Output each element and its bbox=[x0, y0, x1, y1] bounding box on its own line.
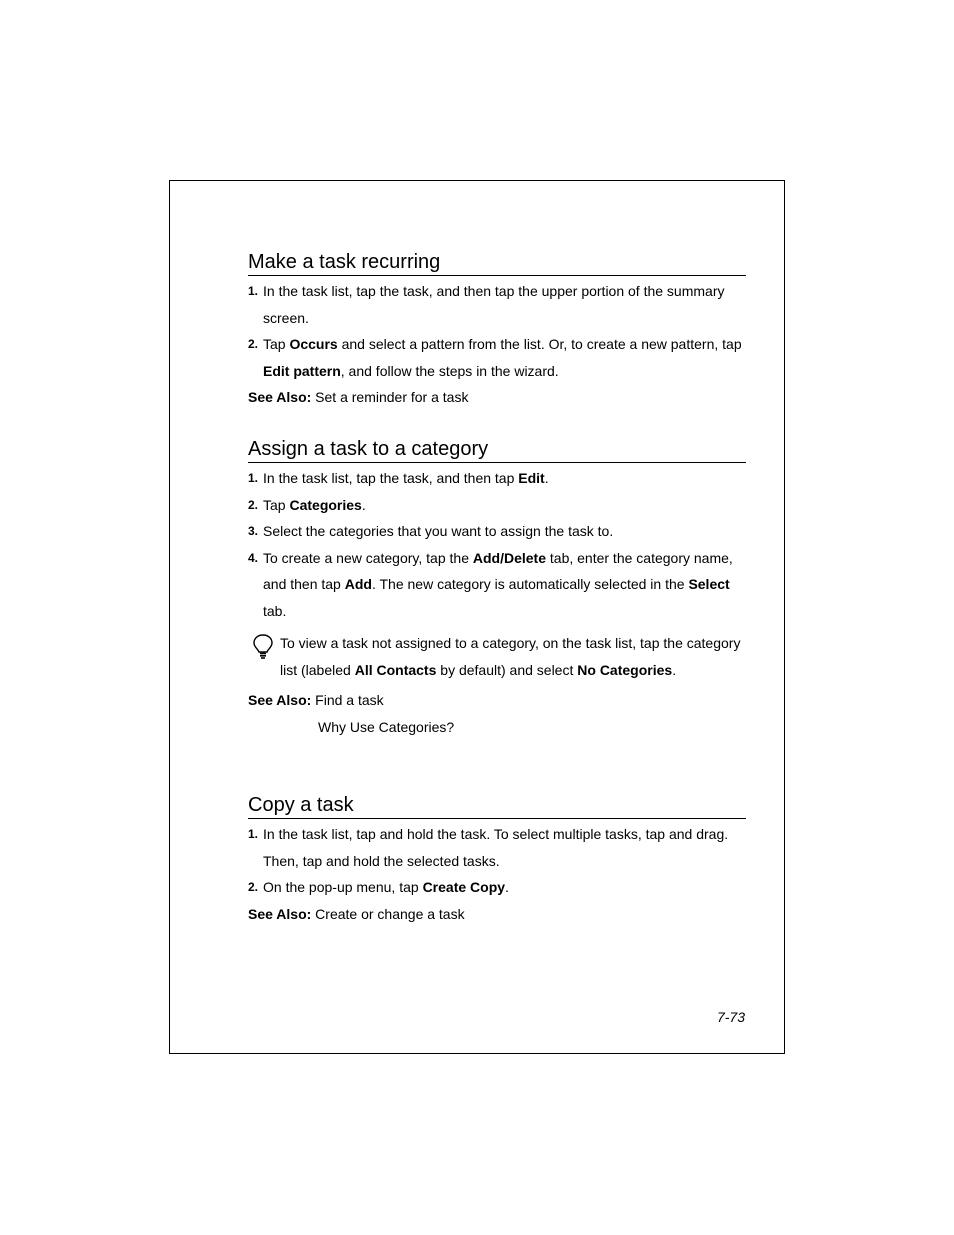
ui-term: Occurs bbox=[289, 336, 338, 352]
step-number: 2. bbox=[248, 497, 259, 512]
ui-term: No Categories bbox=[577, 661, 673, 678]
see-also-link[interactable]: Create or change a task bbox=[315, 905, 465, 922]
step-item bbox=[248, 278, 746, 331]
step-text: tab. bbox=[263, 602, 287, 619]
step-number: 2. bbox=[248, 337, 259, 351]
see-also-link[interactable]: Set a reminder for a task bbox=[315, 389, 469, 405]
step-number: 1. bbox=[248, 284, 259, 298]
step-item bbox=[248, 821, 746, 874]
step-number: 3. bbox=[248, 524, 259, 538]
step-text: On the pop-up menu, tap bbox=[263, 879, 423, 895]
step-text: Tap bbox=[263, 496, 290, 513]
step-text: Tap bbox=[263, 336, 290, 352]
see-also bbox=[248, 714, 746, 741]
ui-term: Add/Delete bbox=[472, 549, 546, 566]
step-text: . bbox=[505, 879, 509, 895]
ui-term: Edit pattern bbox=[263, 362, 341, 379]
step-number: 1. bbox=[248, 471, 259, 485]
section-title: Make a task recurring bbox=[248, 250, 746, 276]
section-assign-category bbox=[248, 437, 746, 740]
section-copy-task bbox=[248, 793, 746, 927]
see-also bbox=[248, 687, 746, 714]
see-also bbox=[248, 901, 746, 928]
tip-text: To view a task not assigned to a category, on the task list, tap the category list (labeled bbox=[280, 635, 741, 678]
step-text: . The new category is automatically selected in the bbox=[371, 576, 689, 592]
step-item bbox=[248, 492, 746, 519]
step-item bbox=[248, 545, 746, 625]
tip-note bbox=[248, 630, 746, 683]
section-title: Copy a task bbox=[248, 793, 746, 819]
step-item bbox=[248, 518, 746, 545]
ui-term: Create Copy bbox=[422, 879, 506, 895]
step-number: 1. bbox=[248, 827, 259, 841]
step-text: and select a pattern from the list. Or, to create a new pattern, tap bbox=[337, 336, 742, 352]
step-text: In the task list, tap the task, and then tap the upper portion of the summary screen. bbox=[263, 283, 725, 326]
tip-text: by default) and select bbox=[436, 661, 578, 678]
step-number: 4. bbox=[248, 550, 259, 565]
see-also-label: See Also: bbox=[248, 389, 312, 405]
step-text: . bbox=[361, 496, 366, 513]
step-number: 2. bbox=[248, 880, 259, 894]
ui-term: Categories bbox=[289, 496, 362, 513]
lightbulb-icon bbox=[252, 634, 274, 660]
section-title: Assign a task to a category bbox=[248, 437, 746, 463]
ui-term: Select bbox=[688, 576, 730, 592]
step-text: In the task list, tap the task, and then tap bbox=[263, 470, 519, 486]
step-text: Select the categories that you want to assign the task to. bbox=[263, 523, 614, 539]
step-text: To create a new category, tap the bbox=[263, 549, 473, 566]
see-also-label: See Also: bbox=[248, 692, 312, 708]
see-also-label: See Also: bbox=[248, 905, 312, 922]
step-text: tab, enter the category name, and then tap bbox=[263, 549, 733, 592]
ui-term: Add bbox=[344, 576, 372, 592]
see-also-link[interactable]: Why Use Categories? bbox=[318, 718, 455, 735]
see-also-link[interactable]: Find a task bbox=[315, 692, 384, 708]
step-item bbox=[248, 331, 746, 384]
section-make-recurring bbox=[248, 250, 746, 411]
page-number: 7-73 bbox=[716, 1009, 745, 1025]
step-item bbox=[248, 874, 746, 901]
tip-text: . bbox=[672, 661, 677, 678]
ui-term: All Contacts bbox=[354, 661, 437, 678]
step-text: In the task list, tap and hold the task. To select multiple tasks, tap and drag. Then, tap and hold the selected tasks. bbox=[263, 826, 729, 869]
step-text: , and follow the steps in the wizard. bbox=[340, 362, 559, 379]
step-text: . bbox=[544, 470, 549, 486]
step-item bbox=[248, 465, 746, 492]
ui-term: Edit bbox=[518, 470, 545, 486]
see-also bbox=[248, 384, 746, 411]
